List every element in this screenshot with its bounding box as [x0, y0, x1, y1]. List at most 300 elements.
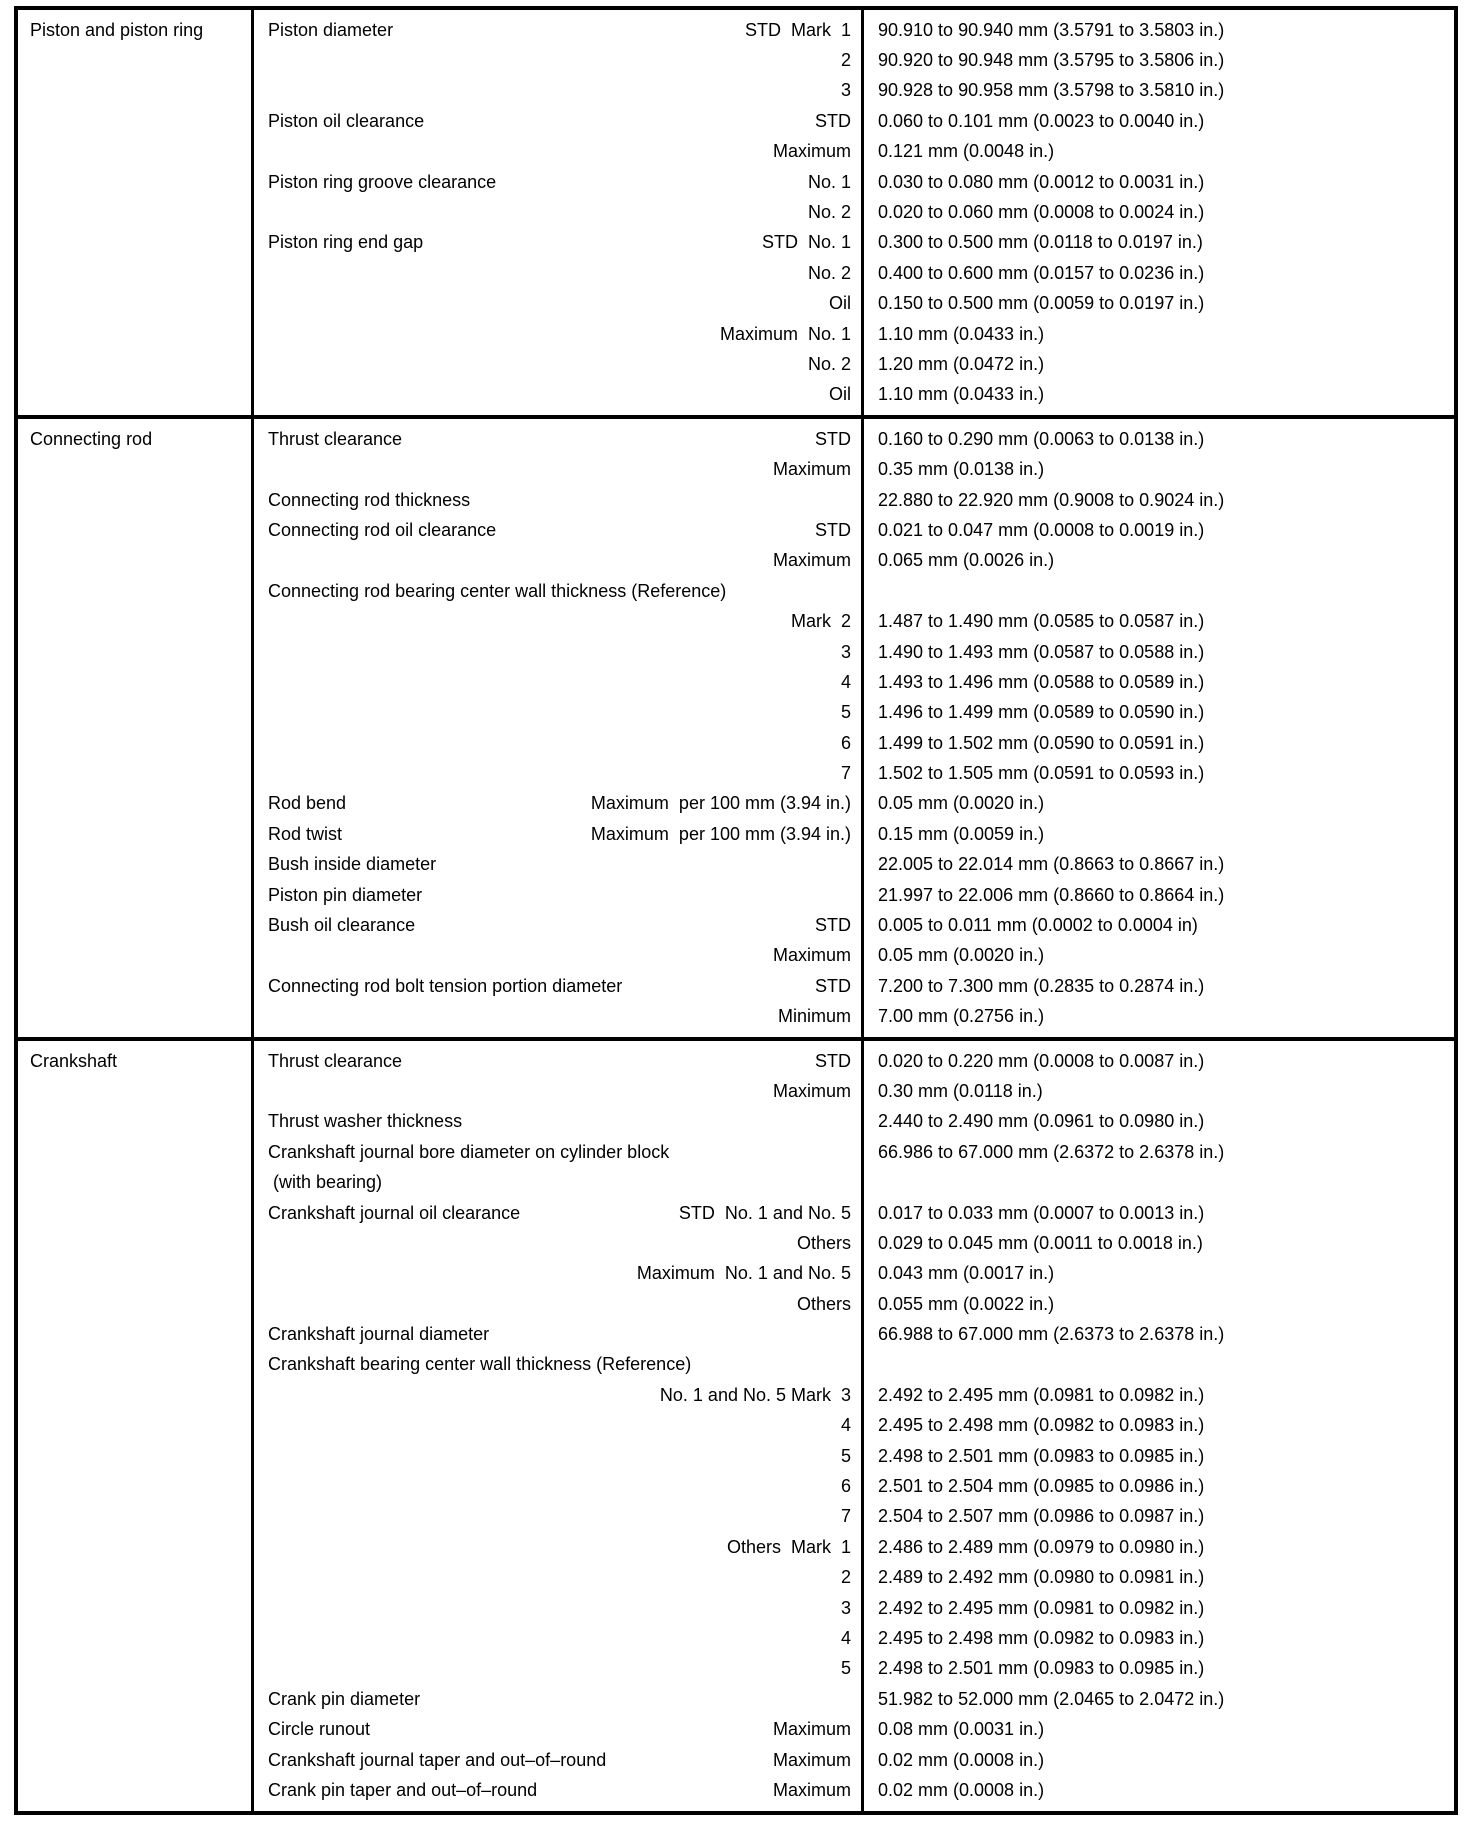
spec-item-cell	[254, 1446, 861, 1467]
spec-value-cell	[861, 1319, 1454, 1349]
spec-value: 7.200 to 7.300 mm (0.2835 to 0.2874 in.)	[878, 975, 1205, 996]
spec-item-cell	[254, 263, 861, 284]
spec-row	[254, 76, 1454, 106]
spec-value-cell	[861, 1350, 1454, 1380]
spec-condition-label: Others Mark 1	[726, 1536, 851, 1557]
spec-item-cell	[254, 945, 861, 966]
spec-item-cell	[254, 1415, 861, 1436]
spec-condition-label: 6	[840, 732, 851, 753]
spec-value: 0.400 to 0.600 mm (0.0157 to 0.0236 in.)	[878, 262, 1205, 283]
spec-condition-label: 5	[840, 1658, 851, 1679]
spec-value: 2.486 to 2.489 mm (0.0979 to 0.0980 in.)	[878, 1536, 1205, 1557]
spec-condition-label: Maximum per 100 mm (3.94 in.)	[590, 823, 851, 844]
spec-row	[254, 380, 1454, 410]
spec-item-cell	[254, 232, 861, 253]
spec-value: 2.492 to 2.495 mm (0.0981 to 0.0982 in.)	[878, 1597, 1205, 1618]
spec-condition-label: STD	[815, 915, 851, 936]
spec-item-cell	[254, 490, 861, 511]
spec-condition-label: Maximum	[772, 550, 851, 571]
spec-item-cell	[254, 1233, 861, 1254]
spec-value-cell	[861, 15, 1454, 45]
spec-item-label: Connecting rod bearing center wall thickness (Reference)	[268, 580, 727, 601]
spec-row	[254, 637, 1454, 667]
spec-value: 0.017 to 0.033 mm (0.0007 to 0.0013 in.)	[878, 1202, 1205, 1223]
spec-value-cell	[861, 515, 1454, 545]
spec-item-cell	[254, 1476, 861, 1497]
spec-item-cell	[254, 1324, 861, 1345]
spec-value: 0.300 to 0.500 mm (0.0118 to 0.0197 in.)	[878, 232, 1203, 253]
spec-row	[254, 1107, 1454, 1137]
section-title: Crankshaft	[30, 1050, 118, 1071]
spec-condition-label: STD	[815, 428, 851, 449]
spec-row	[254, 1593, 1454, 1623]
spec-row	[254, 485, 1454, 515]
spec-condition-label: Others	[796, 1293, 851, 1314]
spec-value-cell	[861, 1289, 1454, 1319]
spec-condition-label: 3	[840, 80, 851, 101]
spec-value: 1.20 mm (0.0472 in.)	[878, 353, 1045, 374]
spec-item-cell	[254, 611, 861, 632]
section-name-cell	[18, 10, 254, 415]
spec-value: 0.065 mm (0.0026 in.)	[878, 550, 1055, 571]
spec-value-cell	[861, 1046, 1454, 1076]
spec-value-cell	[861, 1684, 1454, 1714]
spec-item-cell	[254, 763, 861, 784]
spec-value-cell	[861, 258, 1454, 288]
spec-item-cell	[254, 581, 861, 602]
spec-item-cell	[254, 293, 861, 314]
spec-value-cell	[861, 289, 1454, 319]
spec-value: 2.495 to 2.498 mm (0.0982 to 0.0983 in.)	[878, 1415, 1205, 1436]
spec-item-cell	[254, 1294, 861, 1315]
spec-value: 2.489 to 2.492 mm (0.0980 to 0.0981 in.)	[878, 1567, 1205, 1588]
spec-item-cell	[254, 459, 861, 480]
spec-value: 0.005 to 0.011 mm (0.0002 to 0.0004 in)	[878, 915, 1198, 936]
spec-item-cell	[254, 1203, 861, 1224]
spec-value-cell	[861, 380, 1454, 410]
spec-row	[254, 258, 1454, 288]
spec-condition-label: Maximum per 100 mm (3.94 in.)	[590, 793, 851, 814]
spec-condition-label: 6	[840, 1476, 851, 1497]
spec-item-cell	[254, 885, 861, 906]
spec-row	[254, 137, 1454, 167]
spec-row	[254, 576, 1454, 606]
spec-item-cell	[254, 429, 861, 450]
spec-item-cell	[254, 1598, 861, 1619]
spec-value-cell	[861, 606, 1454, 636]
spec-value-cell	[861, 667, 1454, 697]
spec-condition-label: STD	[815, 519, 851, 540]
spec-row	[254, 1228, 1454, 1258]
spec-value-cell	[861, 1654, 1454, 1684]
spec-value: 1.499 to 1.502 mm (0.0590 to 0.0591 in.)	[878, 732, 1205, 753]
spec-value: 1.490 to 1.493 mm (0.0587 to 0.0588 in.)	[878, 641, 1205, 662]
spec-value-cell	[861, 546, 1454, 576]
spec-row	[254, 1319, 1454, 1349]
spec-row	[254, 1259, 1454, 1289]
spec-row	[254, 819, 1454, 849]
spec-value: 0.121 mm (0.0048 in.)	[878, 141, 1055, 162]
spec-item-cell	[254, 1506, 861, 1527]
spec-row	[254, 349, 1454, 379]
spec-value-cell	[861, 197, 1454, 227]
spec-row	[254, 1076, 1454, 1106]
spec-condition-label: STD	[815, 975, 851, 996]
spec-item-cell	[254, 1051, 861, 1072]
spec-value: 0.160 to 0.290 mm (0.0063 to 0.0138 in.)	[878, 428, 1205, 449]
spec-value-cell	[861, 758, 1454, 788]
spec-value-cell	[861, 1745, 1454, 1775]
spec-value-cell	[861, 1137, 1454, 1167]
spec-condition-label: 4	[840, 1628, 851, 1648]
spec-condition-label: 4	[840, 1415, 851, 1436]
spec-value: 1.10 mm (0.0433 in.)	[878, 323, 1045, 344]
section-rows	[254, 419, 1454, 1037]
spec-value: 7.00 mm (0.2756 in.)	[878, 1006, 1045, 1027]
spec-value-cell	[861, 76, 1454, 106]
spec-row	[254, 289, 1454, 319]
spec-row	[254, 880, 1454, 910]
spec-condition-label: Oil	[829, 384, 851, 405]
spec-value: 2.498 to 2.501 mm (0.0983 to 0.0985 in.)	[878, 1658, 1205, 1679]
spec-value: 1.10 mm (0.0433 in.)	[878, 384, 1045, 405]
spec-value: 0.020 to 0.060 mm (0.0008 to 0.0024 in.)	[878, 202, 1205, 223]
spec-row	[254, 941, 1454, 971]
spec-value-cell	[861, 1471, 1454, 1501]
spec-value-cell	[861, 1563, 1454, 1593]
spec-value: 0.15 mm (0.0059 in.)	[878, 823, 1045, 844]
spec-value: 1.496 to 1.499 mm (0.0589 to 0.0590 in.)	[878, 702, 1205, 723]
spec-value-cell	[861, 1167, 1454, 1197]
spec-row	[254, 910, 1454, 940]
spec-item-cell	[254, 520, 861, 541]
spec-value-cell	[861, 454, 1454, 484]
spec-item-label: Piston oil clearance	[268, 110, 425, 131]
spec-condition-label: 2	[840, 50, 851, 71]
spec-value-cell	[861, 485, 1454, 515]
spec-condition-label: 3	[840, 641, 851, 662]
spec-condition-label: Mark 2	[790, 611, 851, 632]
spec-item-label: Connecting rod oil clearance	[268, 519, 497, 540]
spec-value-cell	[861, 349, 1454, 379]
spec-item-cell	[254, 550, 861, 571]
spec-row	[254, 1167, 1454, 1197]
spec-value: 1.493 to 1.496 mm (0.0588 to 0.0589 in.)	[878, 671, 1205, 692]
spec-condition-label: Maximum	[772, 459, 851, 480]
spec-item-label: Connecting rod thickness	[268, 489, 471, 510]
spec-value: 2.498 to 2.501 mm (0.0983 to 0.0985 in.)	[878, 1445, 1205, 1466]
spec-condition-label: STD No. 1	[761, 232, 851, 253]
spec-row	[254, 1002, 1454, 1032]
spec-row	[254, 1380, 1454, 1410]
spec-condition-label: STD Mark 1	[744, 19, 851, 40]
spec-condition-label: No. 1 and No. 5 Mark 3	[659, 1384, 851, 1405]
spec-row	[254, 228, 1454, 258]
spec-item-cell	[254, 1689, 861, 1710]
spec-item-cell	[254, 141, 861, 162]
spec-value: 0.030 to 0.080 mm (0.0012 to 0.0031 in.)	[878, 171, 1205, 192]
spec-row	[254, 1775, 1454, 1805]
spec-item-cell	[254, 111, 861, 132]
spec-item-cell	[254, 1263, 861, 1284]
spec-value-cell	[861, 941, 1454, 971]
spec-item-label: Crankshaft journal bore diameter on cylinder block	[268, 1141, 670, 1162]
spec-condition-label: 4	[840, 671, 851, 692]
spec-condition-label: No. 1	[807, 171, 851, 192]
spec-item-label: Connecting rod bolt tension portion diameter	[268, 975, 623, 996]
spec-item-cell	[254, 1172, 861, 1193]
spec-value-cell	[861, 1002, 1454, 1032]
spec-value: 0.02 mm (0.0008 in.)	[878, 1779, 1045, 1800]
spec-condition-label: No. 2	[807, 353, 851, 374]
spec-row	[254, 1350, 1454, 1380]
spec-row	[254, 319, 1454, 349]
spec-condition-label: STD	[815, 1050, 851, 1071]
spec-item-cell	[254, 733, 861, 754]
spec-row	[254, 454, 1454, 484]
spec-item-label: Thrust clearance	[268, 1050, 403, 1071]
spec-item-label: Thrust washer thickness	[268, 1111, 463, 1132]
spec-row	[254, 1502, 1454, 1532]
spec-item-cell	[254, 976, 861, 997]
spec-item-label: Crankshaft bearing center wall thickness (Reference)	[268, 1354, 692, 1375]
engine-spec-table	[14, 6, 1458, 1815]
section-rows	[254, 10, 1454, 415]
spec-value: 90.920 to 90.948 mm (3.5795 to 3.5806 in.)	[878, 50, 1225, 71]
spec-value: 0.020 to 0.220 mm (0.0008 to 0.0087 in.)	[878, 1050, 1205, 1071]
spec-value-cell	[861, 1714, 1454, 1744]
spec-item-cell	[254, 1006, 861, 1027]
spec-row	[254, 546, 1454, 576]
spec-value-cell	[861, 971, 1454, 1001]
spec-item-cell	[254, 384, 861, 405]
spec-value: 0.021 to 0.047 mm (0.0008 to 0.0019 in.)	[878, 519, 1205, 540]
spec-condition-label: 3	[840, 1597, 851, 1618]
spec-row	[254, 971, 1454, 1001]
spec-condition-label: Maximum	[772, 1779, 851, 1800]
spec-item-cell	[254, 1537, 861, 1558]
spec-value-cell	[861, 1076, 1454, 1106]
spec-value-cell	[861, 1228, 1454, 1258]
spec-value: 1.502 to 1.505 mm (0.0591 to 0.0593 in.)	[878, 763, 1205, 784]
spec-row	[254, 1289, 1454, 1319]
spec-value-cell	[861, 228, 1454, 258]
spec-condition-label: 7	[840, 763, 851, 784]
spec-item-label: Crankshaft journal oil clearance	[268, 1202, 521, 1223]
spec-row	[254, 1411, 1454, 1441]
spec-condition-label: No. 2	[807, 202, 851, 223]
spec-value-cell	[861, 910, 1454, 940]
spec-value-cell	[861, 1441, 1454, 1471]
spec-value: 22.880 to 22.920 mm (0.9008 to 0.9024 in.)	[878, 489, 1225, 510]
spec-item-label: Rod bend	[268, 793, 347, 814]
spec-item-cell	[254, 202, 861, 223]
spec-row	[254, 1684, 1454, 1714]
spec-row	[254, 758, 1454, 788]
spec-value: 0.029 to 0.045 mm (0.0011 to 0.0018 in.)	[878, 1232, 1203, 1253]
spec-item-cell	[254, 854, 861, 875]
spec-item-label: Crankshaft journal diameter	[268, 1324, 490, 1345]
spec-value-cell	[861, 319, 1454, 349]
section-rows	[254, 1041, 1454, 1811]
spec-value-cell	[861, 167, 1454, 197]
spec-row	[254, 167, 1454, 197]
spec-row	[254, 667, 1454, 697]
spec-value-cell	[861, 819, 1454, 849]
spec-value-cell	[861, 1411, 1454, 1441]
spec-item-cell	[254, 1111, 861, 1132]
section-name-cell	[18, 419, 254, 1037]
spec-row	[254, 197, 1454, 227]
spec-value: 0.055 mm (0.0022 in.)	[878, 1293, 1055, 1314]
spec-condition-label: Maximum	[772, 141, 851, 162]
spec-value: 66.986 to 67.000 mm (2.6372 to 2.6378 in.)	[878, 1141, 1225, 1162]
spec-value-cell	[861, 1532, 1454, 1562]
spec-condition-label: STD No. 1 and No. 5	[678, 1202, 851, 1223]
spec-row	[254, 45, 1454, 75]
spec-value-cell	[861, 1198, 1454, 1228]
spec-condition-label: STD	[815, 110, 851, 131]
spec-row	[254, 606, 1454, 636]
spec-value: 0.35 mm (0.0138 in.)	[878, 459, 1045, 480]
spec-value-cell	[861, 880, 1454, 910]
spec-item-cell	[254, 672, 861, 693]
spec-item-cell	[254, 80, 861, 101]
spec-item-cell	[254, 1780, 861, 1801]
spec-row	[254, 1441, 1454, 1471]
spec-item-cell	[254, 20, 861, 41]
spec-value: 0.150 to 0.500 mm (0.0059 to 0.0197 in.)	[878, 293, 1205, 314]
spec-row	[254, 1714, 1454, 1744]
spec-item-label: Crank pin diameter	[268, 1688, 421, 1709]
spec-value-cell	[861, 637, 1454, 667]
spec-value: 2.504 to 2.507 mm (0.0986 to 0.0987 in.)	[878, 1506, 1205, 1527]
spec-value-cell	[861, 698, 1454, 728]
spec-row	[254, 789, 1454, 819]
spec-condition-label: 2	[840, 1567, 851, 1588]
spec-row	[254, 850, 1454, 880]
spec-item-cell	[254, 824, 861, 845]
spec-item-label: Circle runout	[268, 1719, 371, 1740]
spec-item-cell	[254, 1354, 861, 1375]
section-connecting-rod	[18, 415, 1454, 1037]
spec-condition-label: Maximum No. 1	[719, 323, 851, 344]
section-piston-and-piston-ring	[18, 10, 1454, 415]
spec-value-cell	[861, 1623, 1454, 1653]
spec-row	[254, 1046, 1454, 1076]
section-title: Piston and piston ring	[30, 20, 204, 40]
spec-row	[254, 1623, 1454, 1653]
spec-item-label: Piston pin diameter	[268, 884, 423, 905]
spec-item-label: Piston diameter	[268, 19, 394, 40]
spec-item-label: Thrust clearance	[268, 428, 403, 449]
spec-value: 2.495 to 2.498 mm (0.0982 to 0.0983 in.)	[878, 1628, 1205, 1648]
spec-item-cell	[254, 50, 861, 71]
spec-value-cell	[861, 1380, 1454, 1410]
spec-condition-label: Maximum No. 1 and No. 5	[636, 1263, 851, 1284]
spec-value: 2.501 to 2.504 mm (0.0985 to 0.0986 in.)	[878, 1476, 1205, 1497]
spec-value: 66.988 to 67.000 mm (2.6373 to 2.6378 in.)	[878, 1324, 1225, 1345]
spec-row	[254, 1471, 1454, 1501]
spec-row	[254, 424, 1454, 454]
spec-row	[254, 698, 1454, 728]
spec-row	[254, 15, 1454, 45]
section-title: Connecting rod	[30, 429, 153, 450]
spec-condition-label: Others	[796, 1232, 851, 1253]
spec-condition-label: 7	[840, 1506, 851, 1527]
spec-value: 0.08 mm (0.0031 in.)	[878, 1719, 1045, 1740]
spec-value-cell	[861, 424, 1454, 454]
spec-value-cell	[861, 576, 1454, 606]
spec-value: 0.05 mm (0.0020 in.)	[878, 945, 1045, 966]
spec-value-cell	[861, 1259, 1454, 1289]
spec-item-label: Bush inside diameter	[268, 854, 437, 875]
spec-condition-label: 5	[840, 1445, 851, 1466]
spec-item-cell	[254, 1142, 861, 1163]
spec-row	[254, 1198, 1454, 1228]
spec-value-cell	[861, 1107, 1454, 1137]
spec-condition-label: 5	[840, 702, 851, 723]
spec-item-cell	[254, 1750, 861, 1771]
spec-row	[254, 1654, 1454, 1684]
spec-value: 0.02 mm (0.0008 in.)	[878, 1749, 1045, 1770]
spec-value: 0.05 mm (0.0020 in.)	[878, 793, 1045, 814]
spec-row	[254, 1563, 1454, 1593]
spec-item-cell	[254, 1567, 861, 1588]
spec-value: 0.043 mm (0.0017 in.)	[878, 1263, 1055, 1284]
spec-row	[254, 1137, 1454, 1167]
spec-item-cell	[254, 354, 861, 375]
spec-value-cell	[861, 1593, 1454, 1623]
spec-value: 90.928 to 90.958 mm (3.5798 to 3.5810 in.)	[878, 80, 1225, 101]
spec-condition-label: Maximum	[772, 1719, 851, 1740]
spec-item-label: Crankshaft journal taper and out–of–round	[268, 1749, 607, 1770]
spec-value: 51.982 to 52.000 mm (2.0465 to 2.0472 in.)	[878, 1688, 1225, 1709]
spec-value: 0.30 mm (0.0118 in.)	[878, 1080, 1043, 1101]
spec-item-label: Piston ring end gap	[268, 232, 424, 253]
spec-value: 2.492 to 2.495 mm (0.0981 to 0.0982 in.)	[878, 1384, 1205, 1405]
spec-value: 90.910 to 90.940 mm (3.5791 to 3.5803 in.)	[878, 19, 1225, 40]
spec-item-cell	[254, 1385, 861, 1406]
spec-condition-label: Maximum	[772, 1080, 851, 1101]
section-name-cell	[18, 1041, 254, 1811]
spec-row	[254, 515, 1454, 545]
spec-value-cell	[861, 1775, 1454, 1805]
spec-condition-label: Maximum	[772, 1749, 851, 1770]
spec-item-label: Bush oil clearance	[268, 915, 416, 936]
spec-item-label: Crank pin taper and out–of–round	[268, 1779, 538, 1800]
spec-value: 22.005 to 22.014 mm (0.8663 to 0.8667 in.)	[878, 854, 1225, 875]
spec-item-cell	[254, 324, 861, 345]
spec-value-cell	[861, 106, 1454, 136]
spec-value: 21.997 to 22.006 mm (0.8660 to 0.8664 in.)	[878, 884, 1225, 905]
spec-condition-label: Oil	[829, 293, 851, 314]
spec-item-cell	[254, 1658, 861, 1679]
spec-value-cell	[861, 728, 1454, 758]
spec-item-label: Rod twist	[268, 823, 343, 844]
spec-value: 0.060 to 0.101 mm (0.0023 to 0.0040 in.)	[878, 110, 1205, 131]
spec-row	[254, 728, 1454, 758]
spec-condition-label: Minimum	[777, 1006, 851, 1027]
spec-value-cell	[861, 45, 1454, 75]
spec-item-cell	[254, 793, 861, 814]
spec-row	[254, 1745, 1454, 1775]
spec-row	[254, 1532, 1454, 1562]
spec-value-cell	[861, 850, 1454, 880]
spec-value: 2.440 to 2.490 mm (0.0961 to 0.0980 in.)	[878, 1111, 1205, 1132]
spec-item-label: (with bearing)	[268, 1172, 383, 1193]
spec-condition-label: No. 2	[807, 262, 851, 283]
